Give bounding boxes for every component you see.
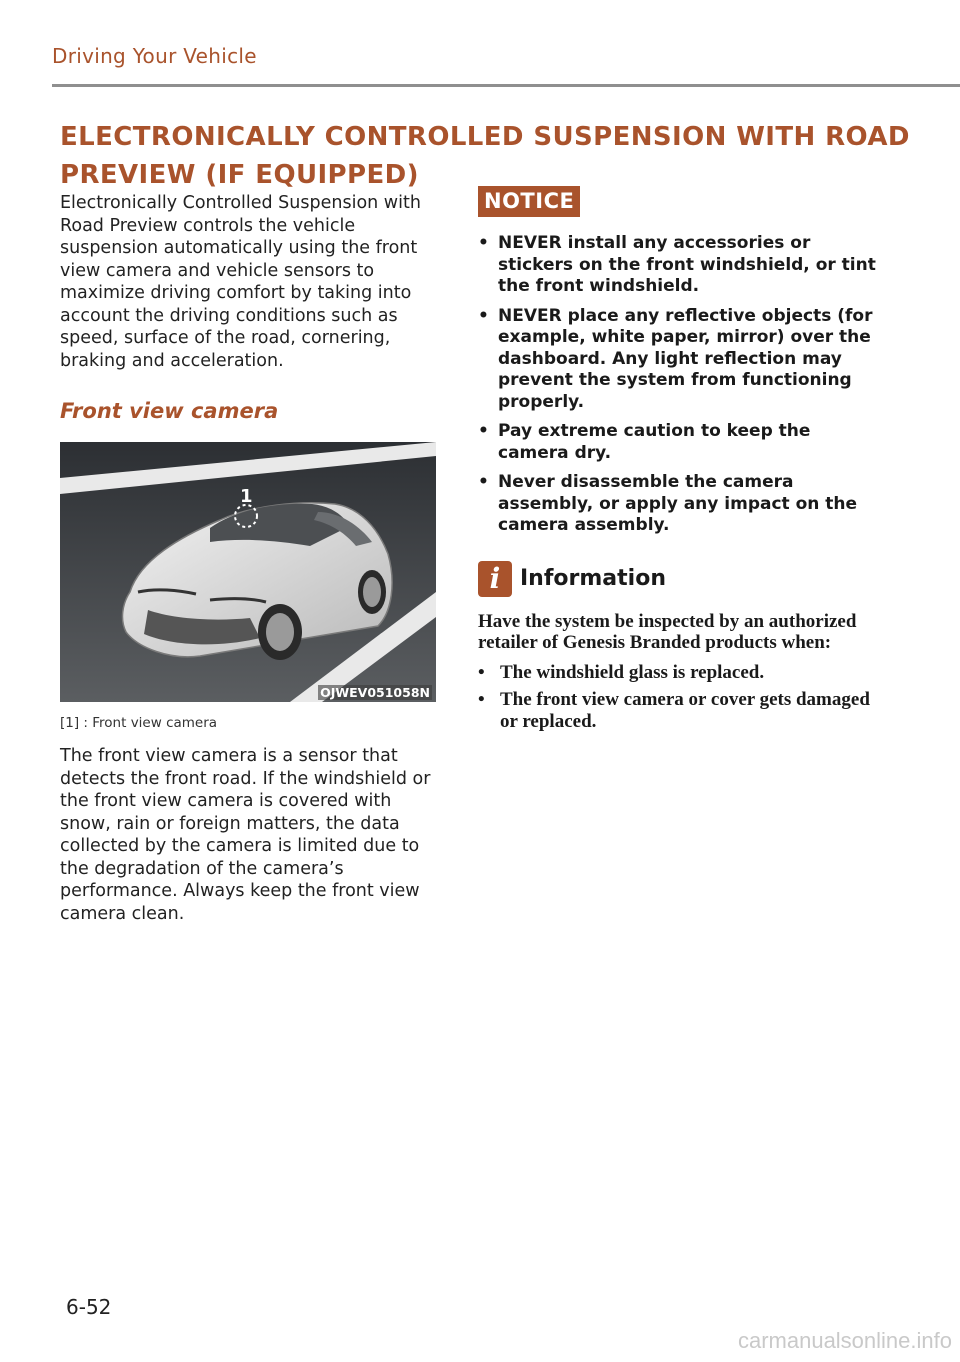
camera-paragraph: The front view camera is a sensor that detects the front road. If the windshield or the front view camera is covered with snow, rain or foreign matters, the data collected by the camera is limited due to the degradation of the camera’s performance. Always keep the front view camera clean. [60,746,431,924]
left-column [60,192,438,925]
notice-list [478,233,878,537]
section-title: ELECTRONICALLY CONTROLLED SUSPENSION WITH ROAD PREVIEW (IF EQUIPPED) [60,122,910,190]
watermark: carmanualsonline.info [737,1328,952,1353]
information-list [478,662,878,733]
list-item: • The front view camera or cover gets damaged or replaced. [478,689,870,732]
bullet-icon: • [478,689,485,710]
information-title: Information [520,566,666,591]
list-item: • Never disassemble the camera assembly, or apply any impact on the camera assembly. [478,472,858,535]
front-view-camera-figure [60,442,436,702]
list-item: • Pay extreme caution to keep the camera dry. [478,421,811,463]
figure-caption: [1] : Front view camera [60,715,218,731]
header-divider [52,84,960,87]
notice-badge: NOTICE [478,186,580,217]
bullet-icon: • [478,661,485,683]
intro-paragraph: Electronically Controlled Suspension with Road Preview controls the vehicle suspension automatically using the front view camera and vehicle sensors to maximize driving comfort by taking into account the driving conditions such as speed, surface of the road, cornering, braking and acceleration. [60,193,421,371]
page-number: 6-52 [66,1295,112,1319]
information-header [478,561,878,597]
bullet-icon: • [478,305,489,326]
front-view-camera-heading: Front view camera [60,399,279,423]
bullet-icon: • [478,233,489,253]
car-illustration [60,442,436,702]
bullet-icon: • [478,472,489,492]
figure-code: OJWEV051058N [320,685,430,700]
information-icon: i [478,561,512,597]
list-item: • The windshield glass is replaced. [478,661,765,683]
list-item: • NEVER place any reflective objects (for example, white paper, mirror) over the dashboard. Any light reflection may prevent the system from functioning properly. [478,305,873,412]
list-item: • NEVER install any accessories or stickers on the front windshield, or tint the front windshield. [478,233,876,296]
information-text: Have the system be inspected by an authorized retailer of Genesis Branded products when: [478,610,857,653]
figure-marker-1: 1 [240,486,253,507]
running-header: Driving Your Vehicle [52,44,257,68]
right-column [478,186,878,738]
bullet-icon: • [478,421,489,441]
